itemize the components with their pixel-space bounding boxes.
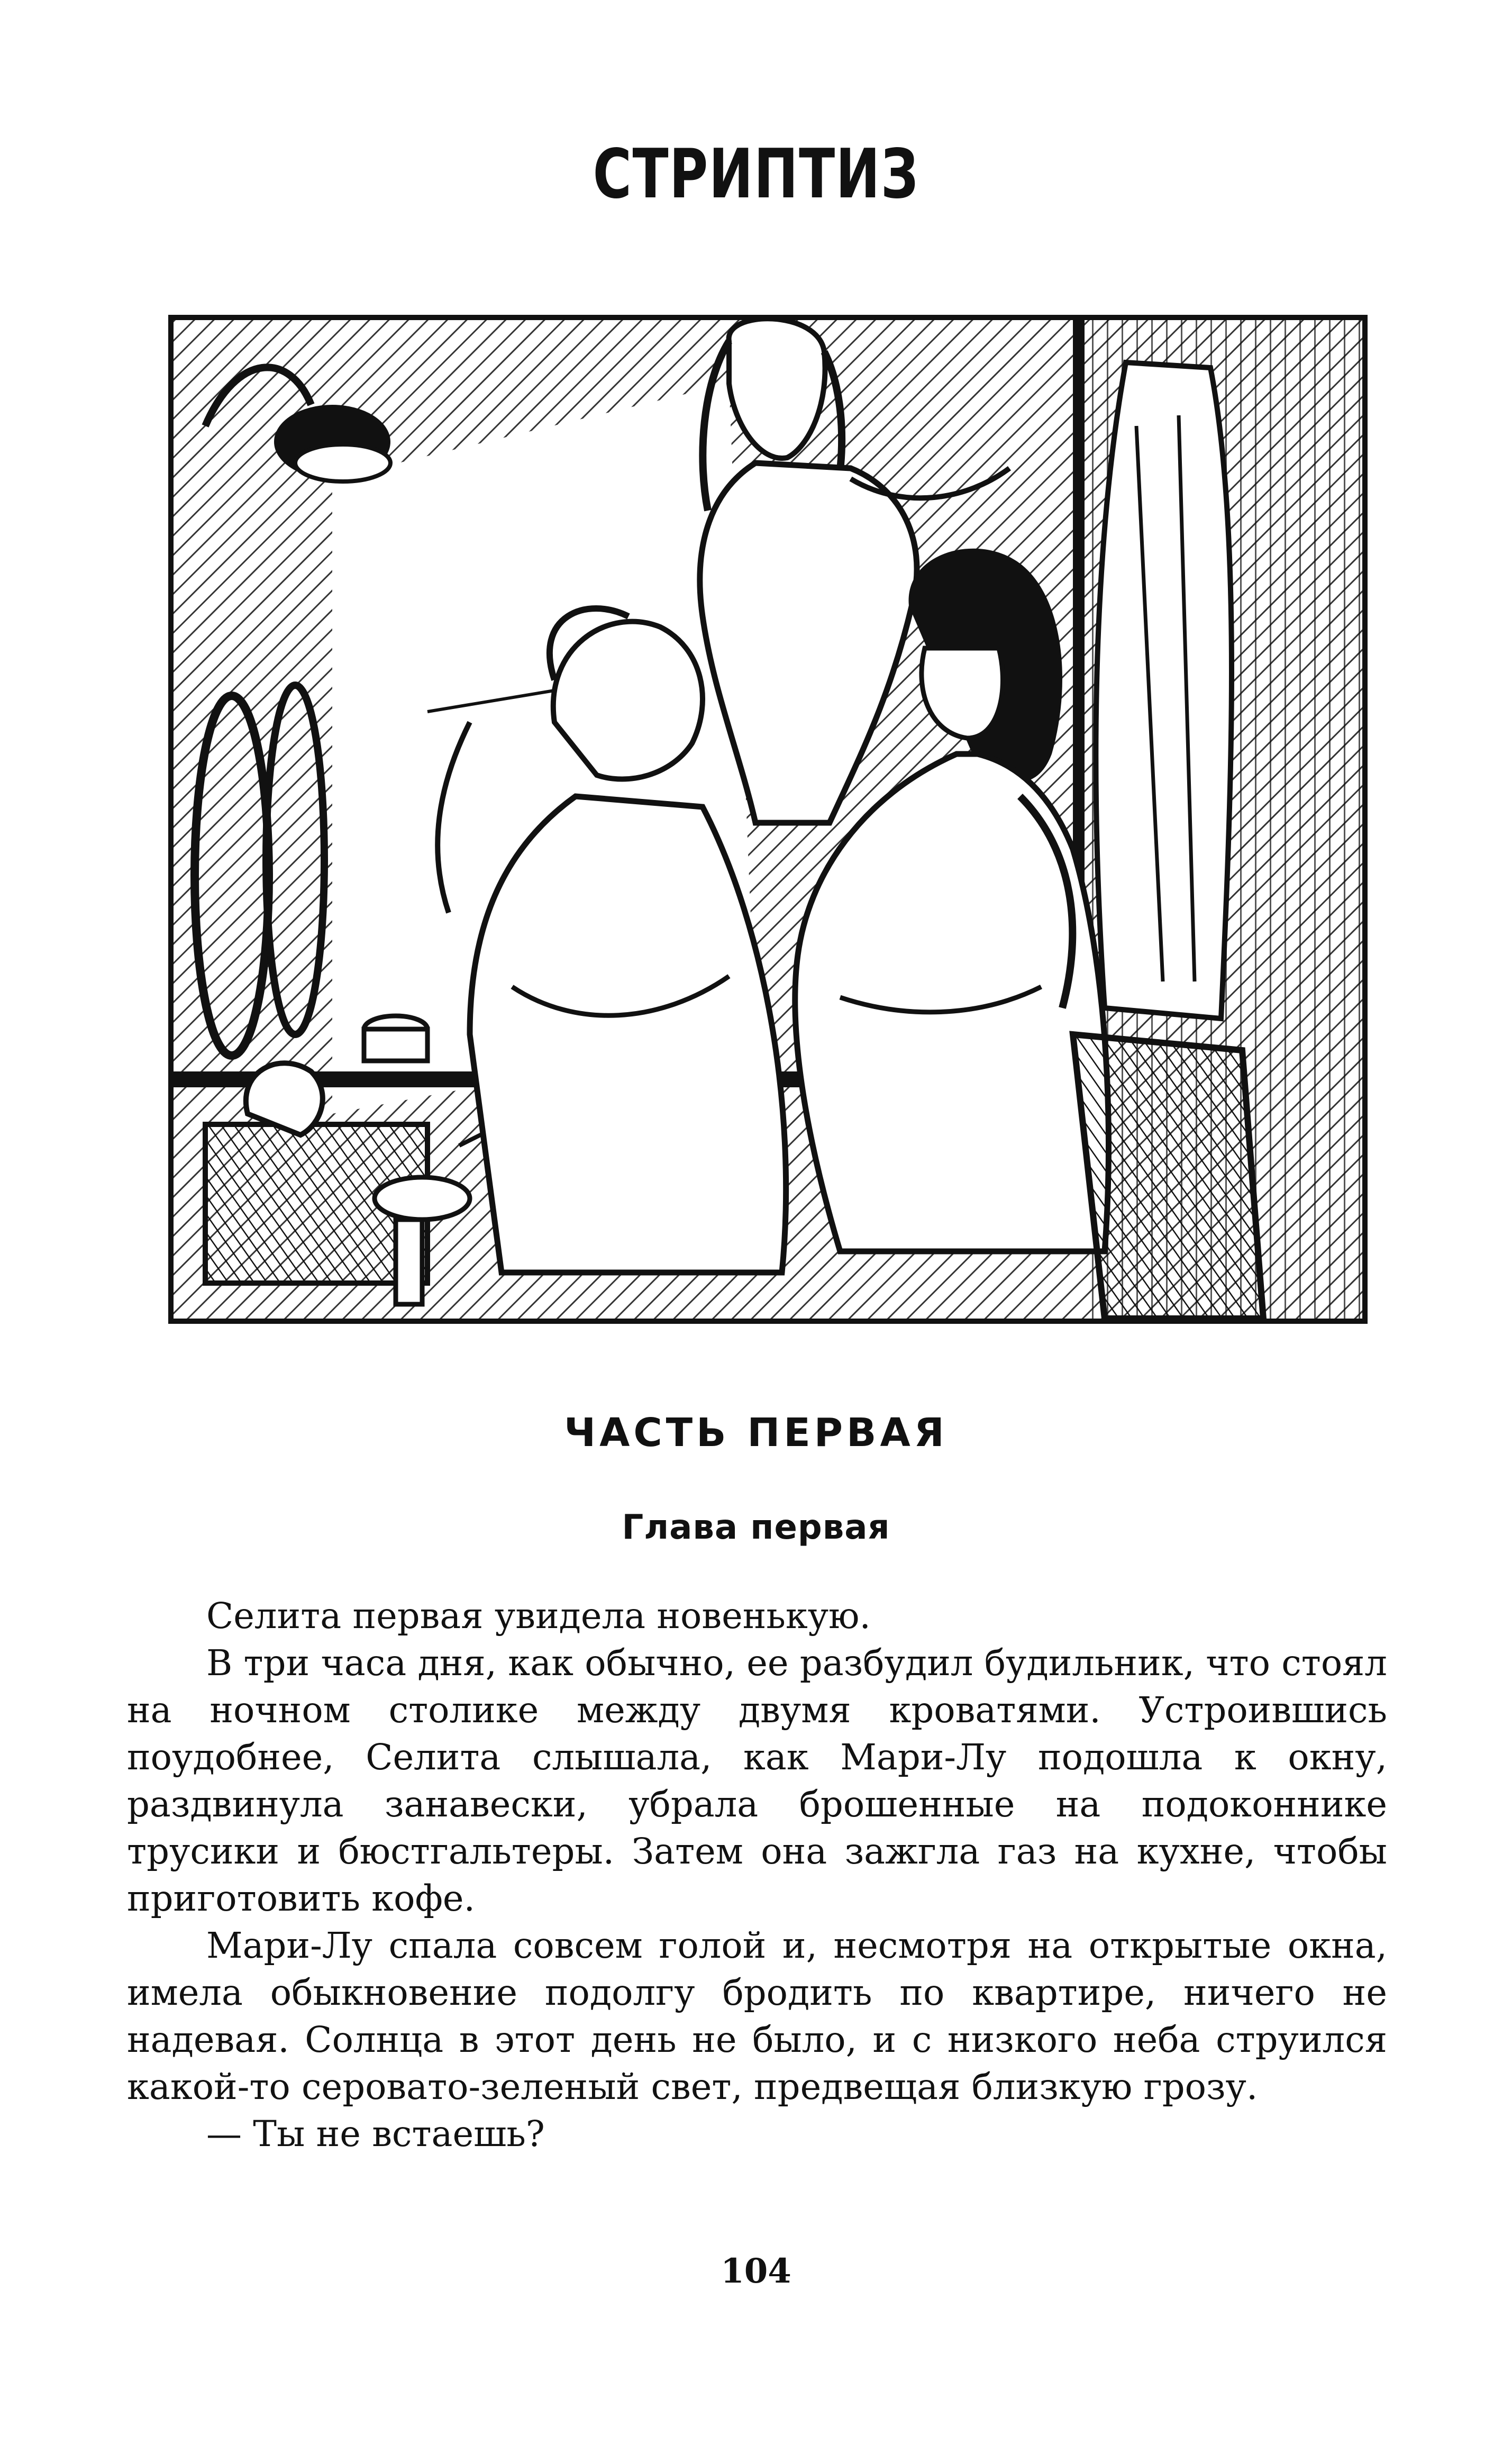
paragraph: — Ты не встаешь? (206, 2113, 545, 2155)
chapter-heading: Глава первая (622, 1508, 890, 1547)
illustration-dressing-room-icon (174, 320, 1362, 1319)
paragraph: В три часа дня, как обычно, ее разбудил будильник, что стоял на ночном столике между двумя кроватями. Устроившись поудобнее, Селита слышала, как Мари-Лу подошла к окну, раздвинула занавески, убрала брошенные на подоконнике трусики и бюстгальтеры. Затем она зажгла газ на кухне, чтобы приготовить кофе. (127, 1642, 1387, 1919)
part-heading: ЧАСТЬ ПЕРВАЯ (564, 1410, 948, 1456)
page-title: СТРИПТИЗ (593, 135, 919, 214)
paragraph: Селита первая увидела новенькую. (206, 1595, 871, 1637)
paragraph: Мари-Лу спала совсем голой и, несмотря на открытые окна, имела обыкновение подолгу бродить по квартире, ничего не надевая. Солнца в этот день не было, и с низкого неба струился какой-то серовато-зеленый свет, предвещая близкую грозу. (127, 1925, 1387, 2107)
illustration (168, 315, 1368, 1324)
body-text (127, 1593, 1387, 2158)
page-number: 104 (721, 2251, 791, 2291)
